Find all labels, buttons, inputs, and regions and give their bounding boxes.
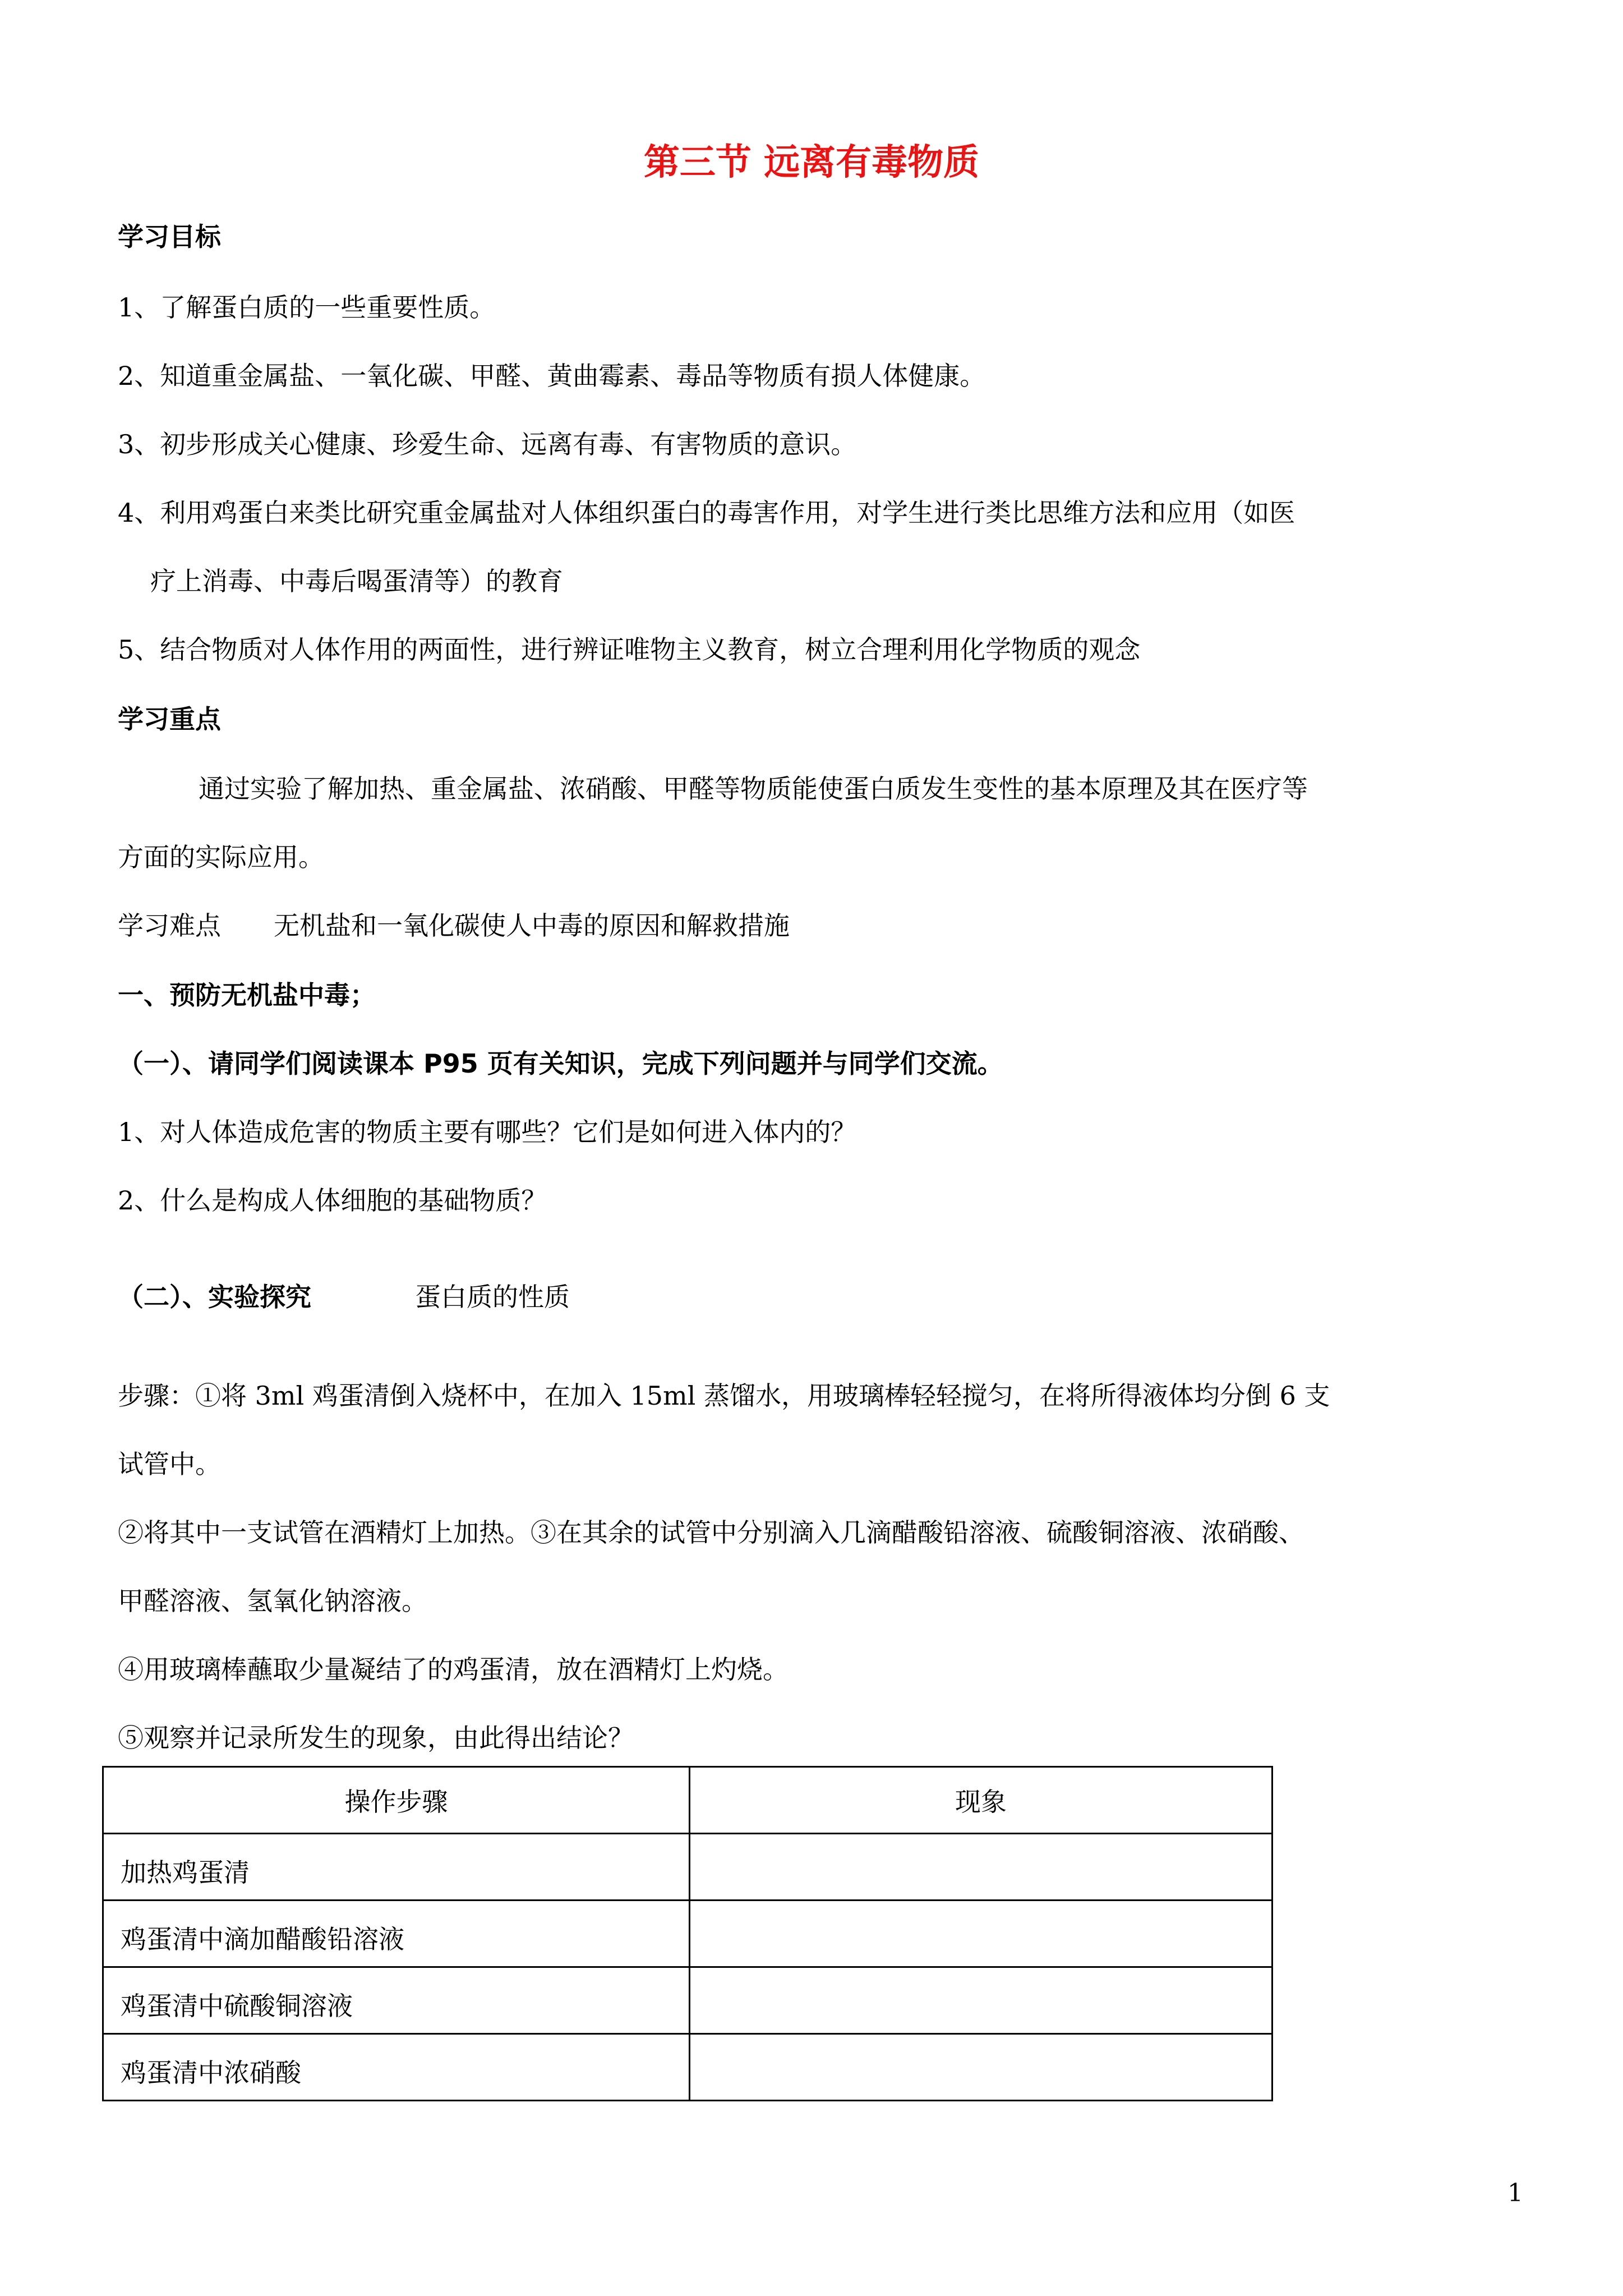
- table-cell-operation: [103, 1901, 690, 1967]
- part1-heading: （一）、请同学们阅读课本 P95 页有关知识，完成下列问题并与同学们交流。: [118, 1048, 1003, 1079]
- table-cell-phenomenon[interactable]: [690, 2034, 1272, 2101]
- key-points-text: 通过实验了解加热、重金属盐、浓硝酸、甲醛等物质能使蛋白质发生变性的基本原理及其在医疗等: [199, 774, 1308, 804]
- table-cell-phenomenon[interactable]: [690, 1834, 1272, 1901]
- table-row: [103, 2034, 1272, 2101]
- objectives-heading: 学习目标: [118, 222, 221, 252]
- table-header-cell: 操作步骤: [103, 1767, 690, 1834]
- experiment-step: ②将其中一支试管在酒精灯上加热。③在其余的试管中分别滴入几滴醋酸铅溶液、硫酸铜溶液、浓硝酸、: [118, 1517, 1304, 1548]
- difficulty-text: 无机盐和一氧化碳使人中毒的原因和解救措施: [274, 910, 790, 941]
- table-cell-text: 鸡蛋清中滴加醋酸铅溶液: [121, 1924, 404, 1954]
- section1-heading: 一、预防无机盐中毒；: [118, 980, 376, 1010]
- objective-item: 1、了解蛋白质的一些重要性质。: [118, 292, 496, 323]
- objective-item: 5、结合物质对人体作用的两面性，进行辨证唯物主义教育，树立合理利用化学物质的观念: [118, 634, 1141, 665]
- experiment-step-continuation: 试管中。: [118, 1449, 221, 1479]
- observation-table: [102, 1766, 1273, 2101]
- table-row: [103, 1834, 1272, 1901]
- experiment-step: 步骤：①将 3ml 鸡蛋清倒入烧杯中，在加入 15ml 蒸馏水，用玻璃棒轻轻搅匀，在将所得液体均分倒 6 支: [118, 1381, 1330, 1411]
- key-points-text-continuation: 方面的实际应用。: [118, 842, 324, 872]
- experiment-step: ⑤观察并记录所发生的现象，由此得出结论？: [118, 1723, 634, 1753]
- table-header-cell: 现象: [690, 1767, 1272, 1834]
- table-cell-text: 鸡蛋清中浓硝酸: [121, 2058, 301, 2088]
- question-item: 2、什么是构成人体细胞的基础物质？: [118, 1185, 547, 1216]
- experiment-step: ④用玻璃棒蘸取少量凝结了的鸡蛋清，放在酒精灯上灼烧。: [118, 1654, 789, 1685]
- table-cell-operation: [103, 2034, 690, 2101]
- table-header-row: [103, 1767, 1272, 1834]
- table-cell-operation: [103, 1967, 690, 2034]
- objective-item: 4、利用鸡蛋白来类比研究重金属盐对人体组织蛋白的毒害作用，对学生进行类比思维方法和应用（如医: [118, 498, 1295, 528]
- table-row: [103, 1967, 1272, 2034]
- table-cell-text: 加热鸡蛋清: [121, 1857, 250, 1888]
- table-cell-text: 鸡蛋清中硫酸铜溶液: [121, 1991, 353, 2021]
- experiment-step-continuation: 甲醛溶液、氢氧化钠溶液。: [118, 1586, 427, 1616]
- table-cell-phenomenon[interactable]: [690, 1967, 1272, 2034]
- page-number: 1: [1507, 2179, 1523, 2207]
- question-item: 1、对人体造成危害的物质主要有哪些？它们是如何进入体内的？: [118, 1117, 857, 1147]
- table-cell-phenomenon[interactable]: [690, 1901, 1272, 1967]
- part2-heading: （二）、实验探究: [118, 1282, 311, 1312]
- difficulty-label: 学习难点: [118, 910, 221, 941]
- table-cell-operation: [103, 1834, 690, 1901]
- objective-item: 3、初步形成关心健康、珍爱生命、远离有毒、有害物质的意识。: [118, 429, 857, 459]
- page-title: 第三节 远离有毒物质: [643, 142, 980, 183]
- objective-item-continuation: 疗上消毒、中毒后喝蛋清等）的教育: [150, 566, 563, 596]
- table-row: [103, 1901, 1272, 1967]
- objective-item: 2、知道重金属盐、一氧化碳、甲醛、黄曲霉素、毒品等物质有损人体健康。: [118, 361, 986, 391]
- part2-topic: 蛋白质的性质: [415, 1282, 570, 1312]
- key-points-heading: 学习重点: [118, 704, 221, 734]
